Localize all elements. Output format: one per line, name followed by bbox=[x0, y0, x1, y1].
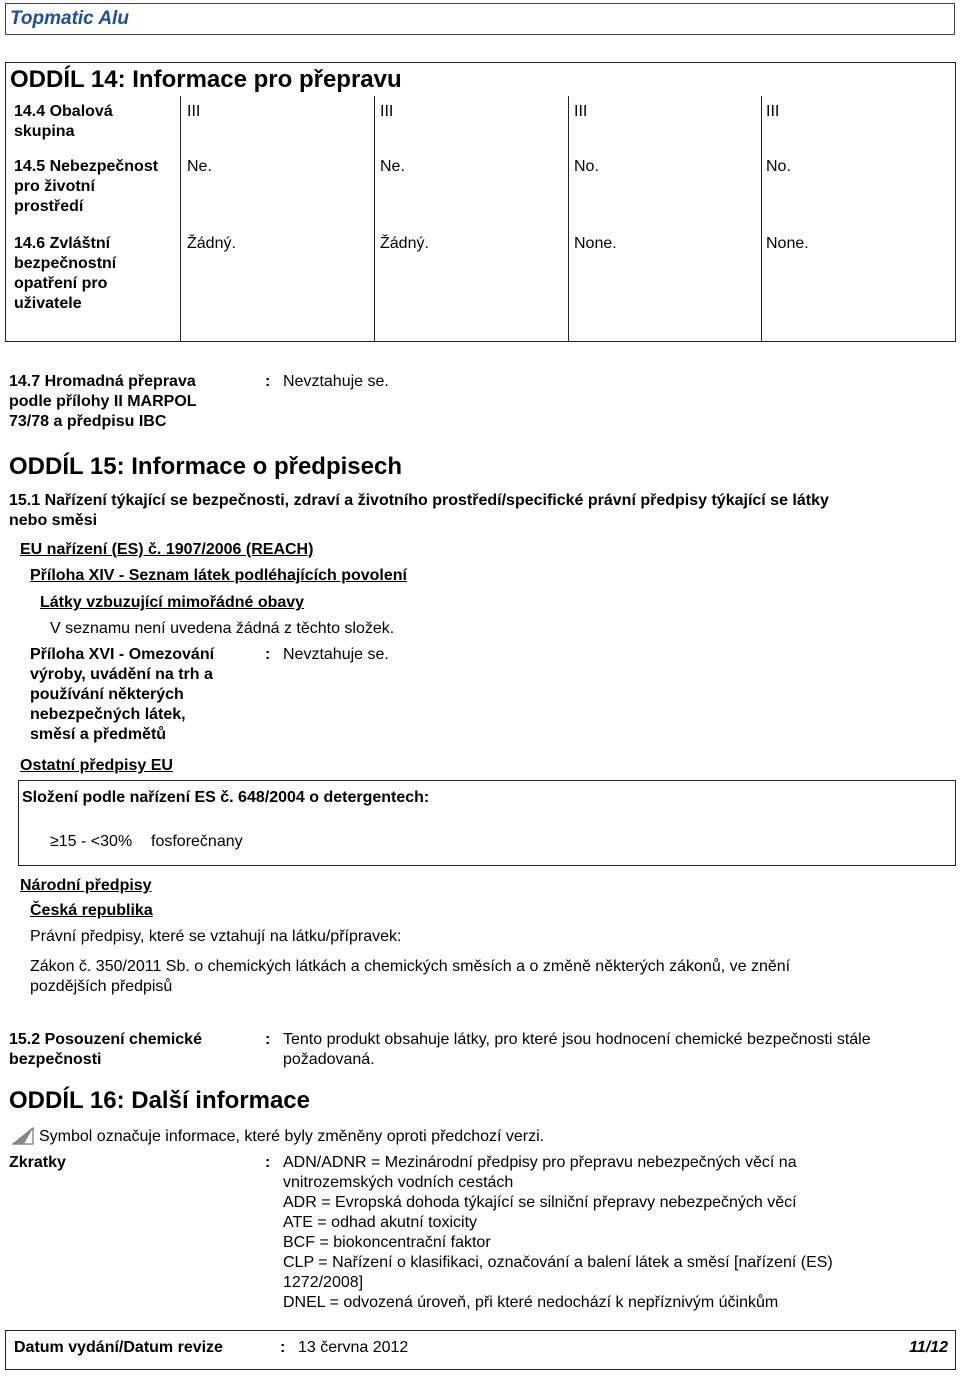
table-cell: III bbox=[574, 103, 588, 120]
label-line: bezpečnosti bbox=[9, 1051, 102, 1068]
list-item: 1272/2008] bbox=[283, 1274, 364, 1291]
legal-text: Právní předpisy, které se vztahují na látku/přípravek: bbox=[30, 928, 402, 945]
table-cell: Ne. bbox=[380, 158, 405, 175]
row-label-special-precautions bbox=[14, 234, 116, 314]
section-14-title: ODDÍL 14: Informace pro přepravu bbox=[10, 66, 402, 93]
label-line: 15.2 Posouzení chemické bbox=[9, 1031, 202, 1048]
colon: : bbox=[280, 1339, 286, 1356]
label-line: bezpečnostní bbox=[14, 255, 117, 272]
label-line: směsí a předmětů bbox=[30, 726, 167, 743]
footer-label: Datum vydání/Datum revize bbox=[14, 1339, 223, 1356]
list-item: ADN/ADNR = Mezinárodní předpisy pro přepravu nebezpečných věcí na bbox=[283, 1154, 797, 1171]
footer-date: 13 června 2012 bbox=[298, 1339, 409, 1356]
czech-heading: Česká republika bbox=[30, 902, 153, 919]
label-line: prostředí bbox=[14, 198, 84, 215]
detergent-name: fosforečnany bbox=[151, 833, 243, 850]
law-line: Zákon č. 350/2011 Sb. o chemických látkách a chemických směsích a o změně některých zákonů, ve znění bbox=[30, 958, 791, 975]
section-15-title: ODDÍL 15: Informace o předpisech bbox=[9, 453, 402, 480]
label-line: Příloha XVI - Omezování bbox=[30, 646, 215, 663]
table-cell: III bbox=[766, 103, 780, 120]
company-name: Topmatic Alu bbox=[10, 8, 129, 29]
table-cell: Žádný. bbox=[187, 235, 236, 252]
column-divider bbox=[180, 96, 181, 342]
label-line: výroby, uvádění na trh a bbox=[30, 666, 213, 683]
table-cell: Ne. bbox=[187, 158, 212, 175]
label-line: 14.5 Nebezpečnost bbox=[14, 158, 159, 175]
annex-xiv-heading: Příloha XIV - Seznam látek podléhajících povolení bbox=[30, 567, 407, 584]
list-item: BCF = biokoncentrační faktor bbox=[283, 1234, 491, 1251]
page-header bbox=[5, 3, 955, 35]
row-label-packing-group bbox=[14, 102, 113, 142]
label-line: opatření pro bbox=[14, 275, 108, 292]
symbol-note: Symbol označuje informace, které byly změněny oproti předchozí verzi. bbox=[39, 1128, 545, 1145]
label-line: 14.7 Hromadná přeprava bbox=[9, 373, 196, 390]
other-eu-heading: Ostatní předpisy EU bbox=[20, 757, 173, 774]
table-cell: None. bbox=[766, 235, 809, 252]
label-line: 14.6 Zvláštní bbox=[14, 235, 111, 252]
colon: : bbox=[265, 373, 271, 390]
table-cell: No. bbox=[766, 158, 791, 175]
annex-xvii-label bbox=[30, 645, 214, 745]
national-heading: Národní předpisy bbox=[20, 877, 152, 894]
table-cell: III bbox=[380, 103, 394, 120]
column-divider bbox=[761, 96, 762, 342]
abbreviations-label: Zkratky bbox=[9, 1154, 66, 1171]
list-item: vnitrozemských vodních cestách bbox=[283, 1174, 514, 1191]
label-line: nebezpečných látek, bbox=[30, 706, 186, 723]
subsection-15-1 bbox=[9, 491, 829, 531]
list-item: ADR = Evropská dohoda týkající se silniční přepravy nebezpečných věcí bbox=[283, 1194, 797, 1211]
colon: : bbox=[265, 646, 271, 663]
annex-xvii-value: Nevztahuje se. bbox=[283, 646, 389, 663]
change-marker-icon bbox=[12, 1127, 34, 1145]
table-cell: No. bbox=[574, 158, 599, 175]
column-divider bbox=[374, 96, 375, 342]
label-line: podle přílohy II MARPOL bbox=[9, 393, 197, 410]
value-line: Tento produkt obsahuje látky, pro které jsou hodnocení chemické bezpečnosti stále bbox=[283, 1031, 871, 1048]
law-line: pozdějších předpisů bbox=[30, 978, 173, 995]
bulk-transport-label bbox=[9, 372, 197, 432]
subsection-line: nebo směsi bbox=[9, 512, 98, 529]
table-cell: None. bbox=[574, 235, 617, 252]
label-line: skupina bbox=[14, 123, 75, 140]
list-item: DNEL = odvozená úroveň, při které nedochází k nepříznivým účinkům bbox=[283, 1294, 779, 1311]
list-item: CLP = Nařízení o klasifikaci, označování a balení látek a směsí [nařízení (ES) bbox=[283, 1254, 833, 1271]
row-label-environmental-hazard bbox=[14, 157, 158, 217]
chemical-safety-value bbox=[283, 1030, 871, 1070]
label-line: 73/78 a předpisu IBC bbox=[9, 413, 167, 430]
bulk-transport-value: Nevztahuje se. bbox=[283, 373, 389, 390]
table-cell: Žádný. bbox=[380, 235, 429, 252]
column-divider bbox=[568, 96, 569, 342]
detergent-range: ≥15 - <30% bbox=[50, 833, 133, 850]
subsection-line: 15.1 Nařízení týkající se bezpečnosti, zdraví a životního prostředí/specifické právní předpisy týkající se látky bbox=[9, 492, 829, 509]
label-line: používání některých bbox=[30, 686, 184, 703]
label-line: 14.4 Obalová bbox=[14, 103, 113, 120]
eu-regulation-heading: EU nařízení (ES) č. 1907/2006 (REACH) bbox=[20, 541, 314, 558]
subsection-15-2 bbox=[9, 1030, 202, 1070]
section-16-title: ODDÍL 16: Další informace bbox=[9, 1087, 310, 1114]
colon: : bbox=[265, 1154, 271, 1171]
detergent-title: Složení podle nařízení ES č. 648/2004 o detergentech: bbox=[22, 789, 430, 806]
table-cell: III bbox=[187, 103, 201, 120]
abbreviations-list bbox=[283, 1153, 833, 1313]
label-line: uživatele bbox=[14, 295, 82, 312]
law-text bbox=[30, 957, 790, 997]
colon: : bbox=[265, 1031, 271, 1048]
list-item: ATE = odhad akutní toxicity bbox=[283, 1214, 478, 1231]
label-line: pro životní bbox=[14, 178, 95, 195]
svhc-heading: Látky vzbuzující mimořádné obavy bbox=[40, 594, 305, 611]
svhc-text: V seznamu není uvedena žádná z těchto složek. bbox=[50, 620, 395, 637]
value-line: požadovaná. bbox=[283, 1051, 375, 1068]
page-number: 11/12 bbox=[909, 1339, 948, 1356]
